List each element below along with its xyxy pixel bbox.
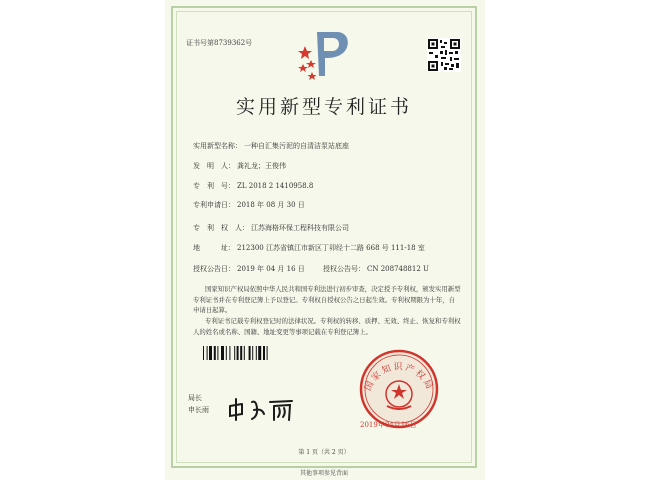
svg-text:国家知识产权局: 国家知识产权局 — [363, 362, 435, 393]
signature-title: 局长 — [188, 394, 202, 402]
certificate-title: 实用新型专利证书 — [235, 96, 412, 118]
grant-info — [193, 264, 429, 274]
grant-date-label: 授权公告日： — [193, 265, 235, 273]
field-value: 龚礼龙；王俊伟 — [237, 162, 286, 170]
footer-note: 其他事项参见背面 — [299, 470, 348, 477]
grant-date-value: 2019 年 04 月 16 日 — [237, 265, 305, 273]
statement-paragraph: 国家知识产权局依照中华人民共和国专利法进行初步审查，决定授予专利权，颁发实用新型专利证书并在专利登记簿上予以登记。专利权自授权公告之日起生效。专利权期限为十年，自申请日起算。 — [193, 285, 461, 314]
field-patentee — [193, 223, 349, 233]
seal-date: 2019年04月16日 — [360, 421, 417, 429]
field-label: 实用新型名称： — [193, 142, 242, 150]
field-value: 212300 江苏省镇江市新区丁卯经十二路 668 号 111-18 室 — [237, 244, 425, 252]
field-value: 一种自汇集污泥的自清洁泵站底座 — [244, 142, 349, 150]
grant-pub-value: CN 208748812 U — [367, 265, 429, 273]
field-label: 专 利 号： — [193, 182, 235, 190]
certificate-number: 证书号第8739362号 — [186, 39, 253, 47]
grant-pub-label: 授权公告号： — [323, 265, 365, 273]
field-value: ZL 2018 2 1410958.8 — [237, 182, 314, 190]
page-indicator: 第 1 页（共 2 页） — [298, 449, 350, 456]
field-value: 2018 年 08 月 30 日 — [237, 201, 305, 209]
field-address — [193, 243, 425, 253]
official-seal-icon — [358, 348, 440, 430]
field-label: 专 利 权 人： — [193, 224, 249, 232]
statement-paragraph: 专利证书记载专利权登记时的法律状况。专利权的转移、质押、无效、终止、恢复和专利权人的姓名或名称、国籍、地址变更等事项记载在专利登记簿上。 — [193, 317, 461, 336]
field-utility-name — [193, 141, 349, 151]
field-label: 地 址： — [193, 244, 235, 252]
signature-name: 申长雨 — [188, 406, 209, 414]
handwritten-signature-icon — [226, 396, 296, 424]
field-inventor — [193, 161, 286, 171]
field-label: 发 明 人： — [193, 162, 235, 170]
field-label: 专利申请日： — [193, 201, 235, 209]
field-patent-number — [193, 181, 313, 191]
qr-code-icon — [427, 38, 461, 72]
patent-office-logo-icon — [297, 26, 351, 84]
barcode-icon — [203, 346, 289, 360]
field-application-date — [193, 200, 305, 210]
field-value: 江苏海格环保工程科技有限公司 — [251, 224, 349, 232]
